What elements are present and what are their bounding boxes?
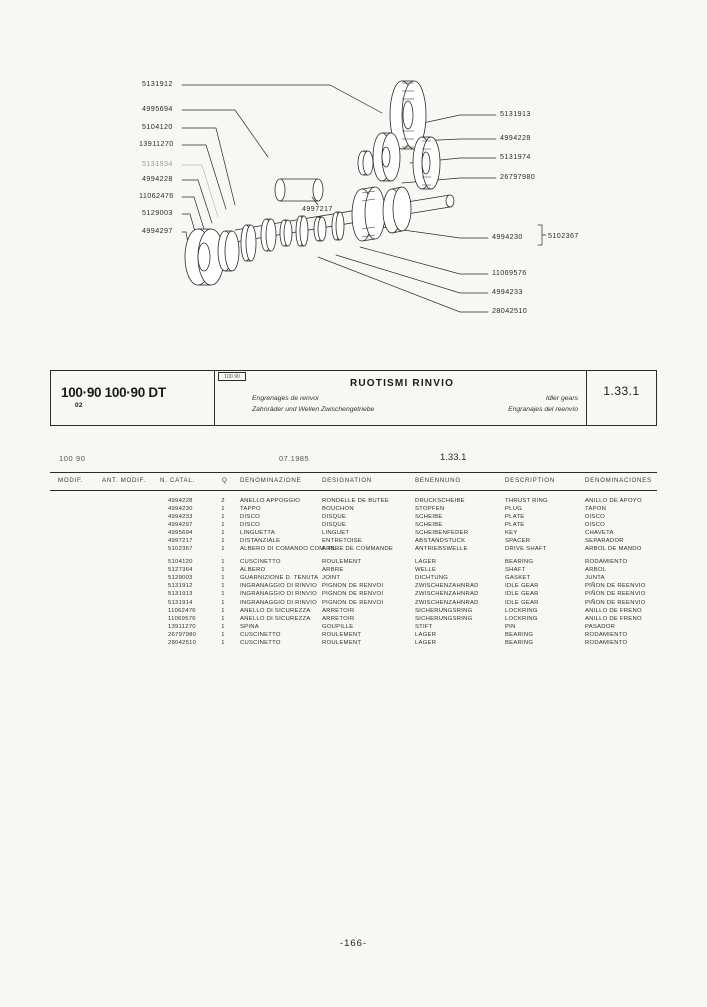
cell-en: LOCKRING	[505, 615, 538, 622]
diagram-svg	[30, 45, 677, 345]
cell-en: PIN	[505, 623, 516, 630]
cell-qty: 1	[221, 599, 225, 606]
cell-it: INGRANAGGIO DI RINVIO	[240, 583, 317, 590]
cell-en: GASKET	[505, 575, 531, 582]
cell-es: TAPON	[585, 506, 607, 513]
diagram-label: 4994297	[142, 226, 173, 235]
cell-de: SICHERUNGSRING	[415, 607, 473, 614]
cell-es: PIÑON DE REENVIO	[585, 599, 646, 606]
table-row	[50, 639, 657, 647]
cell-de: LAGER	[415, 631, 437, 638]
group-title: RUOTISMI RINVIO	[349, 378, 455, 389]
cell-it: DISTANZIALE	[240, 538, 281, 545]
cell-fr: ARRETOIR	[322, 615, 355, 622]
cell-it: ALBERO	[240, 567, 266, 574]
cell-qty: 1	[221, 607, 225, 614]
cell-es: DISCO	[585, 522, 605, 529]
cell-en: DRIVE SHAFT	[505, 546, 547, 553]
column-header-qty: Q	[222, 477, 228, 484]
diagram-label: 5104120	[142, 122, 173, 131]
cell-it: GUARNIZIONE D. TENUTA	[240, 575, 319, 582]
cell-en: BEARING	[505, 631, 534, 638]
cell-it: SPINA	[240, 623, 259, 630]
cell-qty: 1	[221, 546, 225, 553]
parts-table-body	[50, 491, 657, 647]
cell-fr: ARRETOIR	[322, 607, 355, 614]
diagram-label: 4994230	[492, 232, 523, 241]
cell-catalog-no: 28042510	[168, 639, 197, 646]
cell-fr: DISQUE	[322, 514, 347, 521]
table-row	[50, 558, 657, 566]
cell-qty: 1	[221, 538, 225, 545]
cell-it: DISCO	[240, 522, 260, 529]
cell-de: ZWISCHENZAHNRAD	[415, 583, 479, 590]
cell-en: LOCKRING	[505, 607, 538, 614]
cell-fr: ARBRE	[322, 567, 344, 574]
diagram-label: 26797980	[500, 172, 536, 181]
cell-en: KEY	[505, 530, 518, 537]
cell-fr: PIGNON DE RENVOI	[322, 591, 384, 598]
table-row	[50, 599, 657, 607]
cell-qty: 1	[221, 591, 225, 598]
cell-qty: 1	[221, 615, 225, 622]
cell-es: ANILLO DE FRENO	[585, 615, 642, 622]
exploded-view-diagram	[30, 45, 677, 345]
cell-catalog-no: 4994230	[168, 506, 193, 513]
title-block-model-cell	[51, 371, 215, 425]
cell-catalog-no: 5131913	[168, 591, 193, 598]
cell-catalog-no: 5129003	[168, 575, 193, 582]
diagram-label: 11062476	[139, 191, 174, 200]
column-header-ant-modif: ANT. MODIF.	[102, 477, 146, 484]
cell-catalog-no: 5102367	[168, 546, 193, 553]
cell-de: STIFT	[415, 623, 433, 630]
model-variant: 02	[75, 402, 83, 409]
diagram-label: 4995694	[142, 104, 173, 113]
cell-catalog-no: 4994228	[168, 498, 193, 504]
column-header-modif: MODIF.	[58, 477, 84, 484]
cell-es: PIÑON DE REENVIO	[585, 583, 646, 590]
column-header-description: DESCRIPTION	[505, 477, 555, 484]
cell-qty: 1	[221, 639, 225, 646]
diagram-label: 5131934	[142, 159, 173, 168]
table-code-box: 100 90	[218, 372, 246, 381]
cell-it: CUSCINETTO	[240, 559, 281, 566]
cell-fr: BOUCHON	[322, 506, 354, 513]
cell-de: LAGER	[415, 559, 437, 566]
cell-catalog-no: 26797980	[168, 631, 197, 638]
cell-es: RODAMIENTO	[585, 639, 628, 646]
cell-fr: PIGNON DE RENVOI	[322, 583, 384, 590]
table-row	[50, 607, 657, 615]
cell-fr: ENTRETOISE	[322, 538, 363, 545]
cell-es: DISCO	[585, 514, 605, 521]
cell-fr: DISQUE	[322, 522, 347, 529]
table-row	[50, 521, 657, 529]
cell-en: BEARING	[505, 559, 534, 566]
title-block-title-cell	[216, 371, 588, 425]
group-code: 1.33.1	[603, 384, 640, 398]
cell-es: PIÑON DE REENVIO	[585, 591, 646, 598]
column-header-denominaciones: DENOMINACIONES	[585, 477, 652, 484]
table-subheader	[55, 452, 652, 466]
group-title-en: Idler gears	[545, 395, 578, 402]
diagram-label: 28042510	[492, 306, 528, 315]
cell-de: DRUCKSCHEIBE	[415, 498, 465, 504]
column-header-catalog-no: N. CATAL.	[160, 477, 195, 484]
cell-fr: RONDELLE DE BUTEE	[322, 498, 390, 504]
cell-it: ALBERO DI COMANDO COM. PL.	[240, 546, 338, 553]
cell-qty: 1	[221, 514, 225, 521]
cell-en: PLATE	[505, 522, 525, 529]
subheader-model: 100 90	[59, 454, 86, 463]
cell-es: JUNTA	[585, 575, 605, 582]
cell-it: CUSCINETTO	[240, 639, 281, 646]
cell-catalog-no: 5131912	[168, 583, 193, 590]
cell-es: RODAMIENTO	[585, 631, 628, 638]
diagram-label: 4994228	[142, 174, 173, 183]
diagram-label: 5102367	[548, 231, 579, 240]
cell-de: SCHEIBENFEDER	[415, 530, 469, 537]
cell-qty: 1	[221, 631, 225, 638]
diagram-label: 5131974	[500, 152, 531, 161]
diagram-label: 11069576	[492, 268, 527, 277]
cell-qty: 1	[221, 567, 225, 574]
cell-catalog-no: 4997217	[168, 538, 193, 545]
table-row	[50, 529, 657, 537]
cell-qty: 1	[221, 522, 225, 529]
cell-es: PASADOR	[585, 623, 616, 630]
table-row	[50, 497, 657, 505]
cell-fr: ARBRE DE COMMANDE	[322, 546, 394, 553]
cell-de: ANTRIEBSWELLE	[415, 546, 468, 553]
diagram-label: 5131913	[500, 109, 531, 118]
cell-en: SPACER	[505, 538, 531, 545]
cell-de: SCHEIBE	[415, 522, 443, 529]
cell-catalog-no: 5131914	[168, 599, 193, 606]
table-row	[50, 574, 657, 582]
cell-es: SEPARADOR	[585, 538, 624, 545]
diagram-label: 4994228	[500, 133, 531, 142]
cell-it: ANELLO APPOGGIO	[240, 498, 301, 504]
subheader-code: 1.33.1	[440, 452, 467, 463]
diagram-label: 5131912	[142, 79, 173, 88]
title-block	[50, 370, 657, 426]
cell-de: ABSTANDSTUCK	[415, 538, 466, 545]
cell-es: CHAVETA	[585, 530, 614, 537]
group-title-es: Engranajes del reenvío	[508, 406, 578, 413]
cell-catalog-no: 5127364	[168, 567, 193, 574]
cell-de: ZWISCHENZAHNRAD	[415, 591, 479, 598]
cell-de: SCHEIBE	[415, 514, 443, 521]
cell-fr: LINGUET	[322, 530, 350, 537]
cell-it: TAPPO	[240, 506, 261, 513]
cell-en: SHAFT	[505, 567, 526, 574]
cell-qty: 2	[221, 498, 225, 504]
table-row	[50, 582, 657, 590]
cell-es: RODAMIENTO	[585, 559, 628, 566]
column-header-denominazione: DENOMINAZIONE	[240, 477, 302, 484]
column-header-designation: DESIGNATION	[322, 477, 372, 484]
model-designation: 100·90 100·90 DT	[61, 385, 166, 400]
cell-es: ARBOL	[585, 567, 607, 574]
cell-de: DICHTUNG	[415, 575, 449, 582]
diagram-label: 4997217	[302, 204, 333, 213]
column-header-benennung: BENENNUNG	[415, 477, 461, 484]
cell-en: BEARING	[505, 639, 534, 646]
cell-qty: 1	[221, 623, 225, 630]
cell-fr: ROULEMENT	[322, 559, 362, 566]
cell-qty: 1	[221, 575, 225, 582]
cell-catalog-no: 11069576	[168, 615, 196, 622]
cell-catalog-no: 4995694	[168, 530, 193, 537]
cell-de: SICHERUNGSRING	[415, 615, 473, 622]
table-row	[50, 566, 657, 574]
table-row	[50, 590, 657, 598]
cell-de: LAGER	[415, 639, 437, 646]
cell-qty: 1	[221, 530, 225, 537]
cell-fr: ROULEMENT	[322, 631, 362, 638]
cell-catalog-no: 4994233	[168, 514, 193, 521]
cell-fr: JOINT	[322, 575, 341, 582]
table-row	[50, 545, 657, 558]
table-row	[50, 623, 657, 631]
cell-it: ANELLO DI SICUREZZA	[240, 615, 311, 622]
cell-it: LINGUETTA	[240, 530, 275, 537]
table-row	[50, 513, 657, 521]
cell-en: IDLE GEAR	[505, 591, 539, 598]
cell-de: ZWISCHENZAHNRAD	[415, 599, 479, 606]
cell-es: ARBOL DE MANDO	[585, 546, 642, 553]
cell-fr: GOUPILLE	[322, 623, 354, 630]
cell-en: THRUST RING	[505, 498, 548, 504]
page-number: -166-	[339, 938, 368, 949]
cell-it: CUSCINETTO	[240, 631, 281, 638]
group-title-fr: Engrenages de renvoi	[252, 395, 319, 402]
cell-it: ANELLO DI SICUREZZA	[240, 607, 311, 614]
parts-table	[50, 472, 657, 647]
table-row	[50, 505, 657, 513]
cell-de: WELLE	[415, 567, 437, 574]
cell-qty: 1	[221, 583, 225, 590]
cell-catalog-no: 4994297	[168, 522, 193, 529]
parts-table-header	[50, 472, 657, 491]
table-row	[50, 615, 657, 623]
cell-it: INGRANAGGIO DI RINVIO	[240, 591, 317, 598]
cell-qty: 1	[221, 559, 225, 566]
group-title-de: Zahnräder und Wellen Zwischengetriebe	[252, 406, 375, 413]
cell-en: PLATE	[505, 514, 525, 521]
cell-fr: PIGNON DE RENVOI	[322, 599, 384, 606]
table-row	[50, 537, 657, 545]
cell-en: IDLE GEAR	[505, 599, 539, 606]
cell-es: ANILLO DE APOYO	[585, 498, 642, 504]
cell-en: PLUG	[505, 506, 523, 513]
cell-qty: 1	[221, 506, 225, 513]
subheader-date: 07.1985	[279, 454, 309, 463]
cell-en: IDLE GEAR	[505, 583, 539, 590]
cell-it: DISCO	[240, 514, 260, 521]
title-block-code-cell	[586, 371, 656, 425]
cell-de: STOPFEN	[415, 506, 445, 513]
diagram-label: 5129003	[142, 208, 173, 217]
cell-catalog-no: 11062476	[168, 607, 196, 614]
cell-catalog-no: 13911270	[168, 623, 196, 630]
cell-fr: ROULEMENT	[322, 639, 362, 646]
cell-es: ANILLO DE FRENO	[585, 607, 642, 614]
cell-it: INGRANAGGIO DI RINVIO	[240, 599, 317, 606]
cell-catalog-no: 5104120	[168, 559, 193, 566]
diagram-label: 13911270	[139, 139, 174, 148]
table-row	[50, 631, 657, 639]
diagram-label: 4994233	[492, 287, 523, 296]
